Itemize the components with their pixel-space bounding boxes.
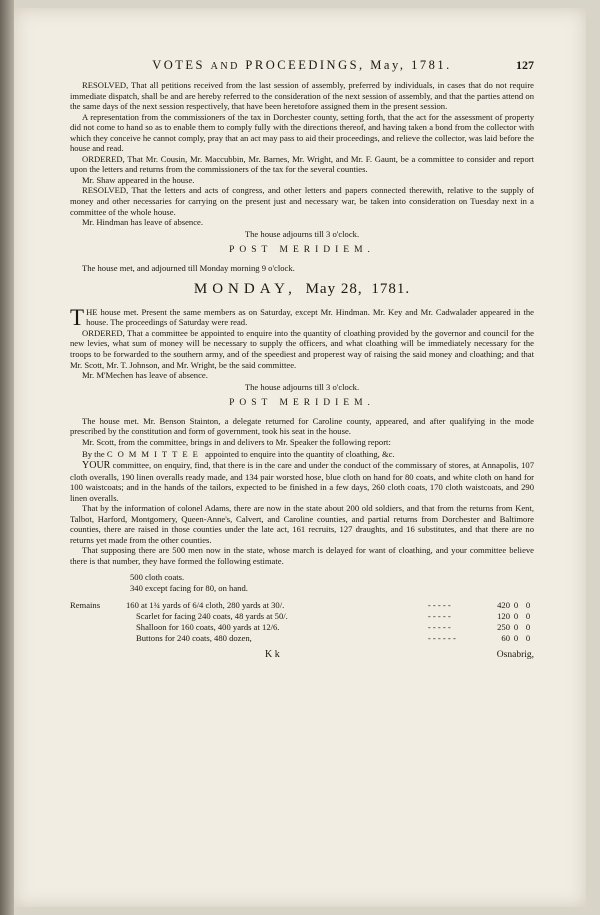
header-title-proceedings: PROCEEDINGS,	[245, 58, 365, 72]
resolution-petitions: RESOLVED, That all petitions received from the last session of assembly, preferred by individuals, in cases that do not require immediate dispatch, shall be and are hereby referred to the consideration of the next session of assembly, and that the parties attend on the same days of the next session respectively, that have been heretofore assigned them in the present session.	[70, 80, 534, 112]
estimate-row-pence: 0	[525, 621, 531, 632]
mmechen-absence: Mr. M'Mechen has leave of absence.	[82, 370, 208, 381]
estimate-row-item: Shalloon for 160 coats, 400 yards at 12/6.	[136, 621, 280, 632]
estimate-row-label	[70, 633, 126, 644]
post-meridiem-heading-2: POST MERIDIEM.	[229, 398, 375, 409]
estimate-row-label: Remains	[70, 599, 101, 610]
monday-opening-text: HE house met. Present the same members as on Saturday, except Mr. Hindman. Mr. Key and Mr. Cadwalader appeared in the house. The proceedings of Saturday were read.	[86, 306, 534, 328]
report-estimate-intro: That supposing there are 500 men now in the state, whose march is delayed for want of cloathing, and your committee believe there is that number, they have formed the following estimate.	[70, 545, 534, 566]
report-adams-information: That by the information of colonel Adams, there are now in the state about 200 old soldiers, and that from the returns from Kent, Talbot, Harford, Montgomery, Queen-Anne's, Calvert, and Caroline counties, and partial returns from Dorchester and Baltimore counties, there are raised in those counties under the late act, 161 recruits, 127 draughts, and 16 substitutes, and that there are no returns yet made from the other counties.	[70, 503, 534, 545]
estimate-row	[70, 611, 534, 622]
journal-page	[70, 60, 534, 662]
catchword: Osnabrig,	[496, 649, 534, 660]
estimate-row-label	[70, 611, 126, 622]
estimate-line-coats: 500 cloth coats.	[130, 572, 185, 583]
report-findings	[70, 460, 534, 503]
estimate-row-item: 160 at 1¾ yards of 6/4 cloth, 280 yards at 30/.	[126, 599, 285, 610]
estimate-row-leader: - - - - -	[427, 621, 451, 632]
hindman-absence: Mr. Hindman has leave of absence.	[82, 217, 203, 228]
stainton-seated: The house met. Mr. Benson Stainton, a delegate returned for Caroline county, appeared, and after qualifying in the mode prescribed by the constitution and form of government, took his seat in the house.	[70, 415, 534, 437]
estimate-row-leader: - - - - - -	[427, 632, 456, 643]
representation-dorchester: A representation from the commissioners of the tax in Dorchester county, setting forth, that the act for the assessment of property did not come to hand so as to enable them to comply fully with the directions thereof, and having taken a bond from the collector with which they conceive he cannot comply, pray that an act may pass to aid their proceedings, and relieve the collector, was laid before the house and read.	[70, 111, 534, 154]
estimate-row-pounds: 60	[501, 632, 510, 643]
estimate-row-item: Scarlet for facing 240 coats, 48 yards at 50/.	[136, 610, 288, 621]
scott-report-intro: Mr. Scott, from the committee, brings in and delivers to Mr. Speaker the following report:	[82, 436, 391, 447]
estimate-row-leader: - - - - -	[427, 599, 451, 610]
day-heading	[70, 281, 534, 298]
estimate-row-shillings: 0	[513, 599, 519, 610]
header-title-votes: VOTES	[152, 58, 205, 72]
estimate-row-pounds: 420	[497, 599, 510, 610]
estimate-row-item: Buttons for 240 coats, 480 dozen,	[136, 632, 252, 643]
order-cloathing-committee: ORDERED, That a committee be appointed to enquire into the quantity of cloathing provided by the governor and council for the new levies, what sum of money will be necessary to supply the officers, and what cloathing will be immediately necessary for the troops to be forwarded to the southern army, and of the speediest and properest way of raising the said money and cloathing; and that Mr. Scott, Mr. T. Johnson, and Mr. Wright, be the said committee.	[70, 327, 534, 370]
committee-suffix: appointed to enquire into the quantity of cloathing, &c.	[205, 449, 395, 460]
estimate-line-on-hand: 340 except facing for 80, on hand.	[130, 582, 248, 593]
header-title-and: AND	[210, 61, 240, 72]
estimate-table	[70, 600, 534, 644]
estimate-row	[70, 600, 534, 611]
signature-mark: K k	[265, 648, 280, 660]
estimate-row-pounds: 120	[497, 610, 510, 621]
committee-report-heading	[70, 449, 534, 460]
estimate-row	[70, 622, 534, 633]
order-tax-committee: ORDERED, That Mr. Cousin, Mr. Maccubbin, Mr. Barnes, Mr. Wright, and Mr. F. Gaunt, be a committee to consider and report upon the letters and returns from the commissioners of the tax for the several counties.	[70, 153, 534, 175]
day-name: MONDAY,	[193, 281, 297, 298]
post-meridiem-heading-1: POST MERIDIEM.	[229, 245, 375, 256]
estimate-row-pounds: 250	[497, 621, 510, 632]
estimate-row-pence: 0	[525, 610, 531, 621]
running-header	[70, 60, 534, 80]
report-lead-word: YOUR	[82, 459, 111, 471]
estimate-row-leader: - - - - -	[427, 610, 451, 621]
book-binding-edge	[0, 0, 14, 915]
monday-opening	[70, 304, 534, 330]
report-findings-text: committee, on enquiry, find, that there is in the care and under the conduct of the commissary of stores, at Annapolis, 107 cloth overalls, 190 linen overalls ready made, and 134 pair worsted hose, blue cloth on hand for 80 coats, and white cloth on hand for 100 waistcoats; and in the hands of the tailors, expected to be finished in a few days, 260 cloth coats, 170 cloth waistcoats, and 290 linen overalls.	[70, 459, 534, 503]
house-adjourned-monday: The house met, and adjourned till Monday morning 9 o'clock.	[82, 262, 295, 273]
drop-cap: T	[70, 304, 85, 330]
estimate-row-shillings: 0	[513, 610, 519, 621]
estimate-row	[70, 633, 534, 644]
header-year: 1781.	[411, 58, 452, 72]
estimate-row-shillings: 0	[513, 632, 519, 643]
page-footer	[70, 650, 534, 662]
estimate-row-pence: 0	[525, 632, 531, 643]
adjourn-notice-1: The house adjourns till 3 o'clock.	[244, 228, 360, 239]
resolution-congress-letters: RESOLVED, That the letters and acts of congress, and other letters and papers connected therewith, relative to the supply of money and other necessaries for carrying on the present just and necessary war, be taken into consideration on Tuesday next in a committee of the whole house.	[70, 185, 534, 217]
committee-prefix: By the	[82, 449, 105, 460]
page-number: 127	[516, 58, 534, 72]
committee-word: COMMITTEE	[106, 449, 203, 460]
estimate-row-pence: 0	[525, 599, 531, 610]
estimate-row-label	[70, 622, 126, 633]
header-month: May,	[370, 58, 406, 72]
day-date: May 28,	[305, 281, 363, 298]
estimate-row-shillings: 0	[513, 621, 519, 632]
adjourn-notice-2: The house adjourns till 3 o'clock.	[244, 381, 360, 392]
shaw-appeared: Mr. Shaw appeared in the house.	[82, 174, 195, 185]
day-year: 1781.	[371, 281, 411, 298]
